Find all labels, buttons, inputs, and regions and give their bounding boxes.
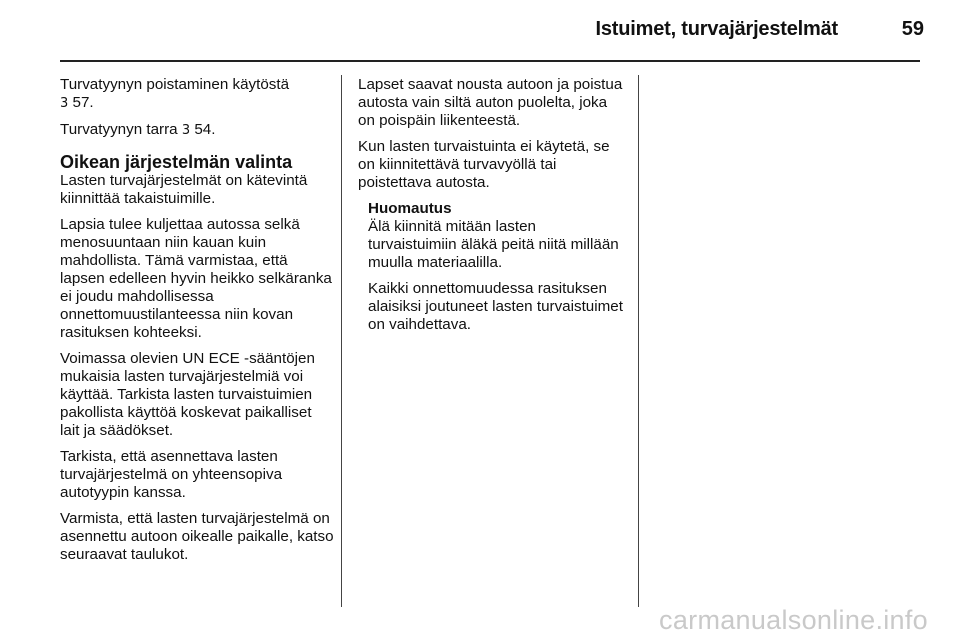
paragraph: Voimassa olevien UN ECE -sääntöjen mukaisia lasten turvajärjestelmiä voi käyttää. Tarkista lasten turvaistuimien pakollista käyttöä koskevat paikalliset lait ja säädökset. bbox=[60, 350, 315, 439]
page-number: 59 bbox=[901, 18, 924, 40]
note-paragraph: Älä kiinnitä mitään lasten turvaistuimiin äläkä peitä niitä millään muulla materiaalilla. bbox=[368, 218, 619, 271]
note-heading: Huomautus bbox=[368, 200, 452, 217]
page-reference-icon: 3 bbox=[60, 96, 69, 111]
paragraph: Lasten turvajärjestelmät on kätevintä kiinnittää takaistuimille. bbox=[60, 172, 308, 207]
paragraph: Lapsia tulee kuljettaa autossa selkä menosuuntaan niin kauan kuin mahdollista. Tämä varmistaa, että lapsen edelleen hyvin heikko selkäranka ei joudu mahdollisessa onnettomuustilanteessa niin kovan rasituksen kohteeksi. bbox=[60, 216, 332, 341]
watermark: carmanualsonline.info bbox=[659, 605, 928, 635]
page-header-title: Istuimet, turvajärjestelmät bbox=[595, 18, 838, 40]
reference-text: Turvatyynyn tarra bbox=[60, 121, 178, 138]
section-heading: Oikean järjestelmän valinta bbox=[60, 152, 293, 172]
header-divider bbox=[60, 60, 920, 62]
left-column bbox=[60, 76, 334, 572]
cross-reference-airbag-deactivation bbox=[60, 76, 334, 113]
paragraph: Lapset saavat nousta autoon ja poistua autosta vain siltä auton puolelta, joka on poispäin liikenteestä. bbox=[358, 76, 623, 129]
note-box bbox=[368, 200, 628, 334]
paragraph: Kun lasten turvaistuinta ei käytetä, se on kiinnitettävä turvavyöllä tai poistettava autosta. bbox=[358, 138, 610, 191]
page-reference-icon: 3 bbox=[181, 123, 191, 138]
cross-reference-airbag-label bbox=[60, 121, 334, 140]
paragraph: Tarkista, että asennettava lasten turvajärjestelmä on yhteensopiva autotyypin kanssa. bbox=[60, 448, 283, 501]
reference-page: 54. bbox=[194, 121, 216, 138]
paragraph: Varmista, että lasten turvajärjestelmä on asennettu autoon oikealle paikalle, katso seuraavat taulukot. bbox=[60, 510, 334, 563]
right-column bbox=[358, 76, 628, 342]
reference-text: Turvatyynyn poistaminen käytöstä bbox=[60, 76, 290, 93]
note-paragraph: Kaikki onnettomuudessa rasituksen alaisiksi joutuneet lasten turvaistuimet on vaihdettava. bbox=[368, 280, 623, 333]
column-divider-1 bbox=[341, 75, 342, 607]
column-divider-2 bbox=[638, 75, 639, 607]
reference-page: 57. bbox=[72, 94, 94, 111]
